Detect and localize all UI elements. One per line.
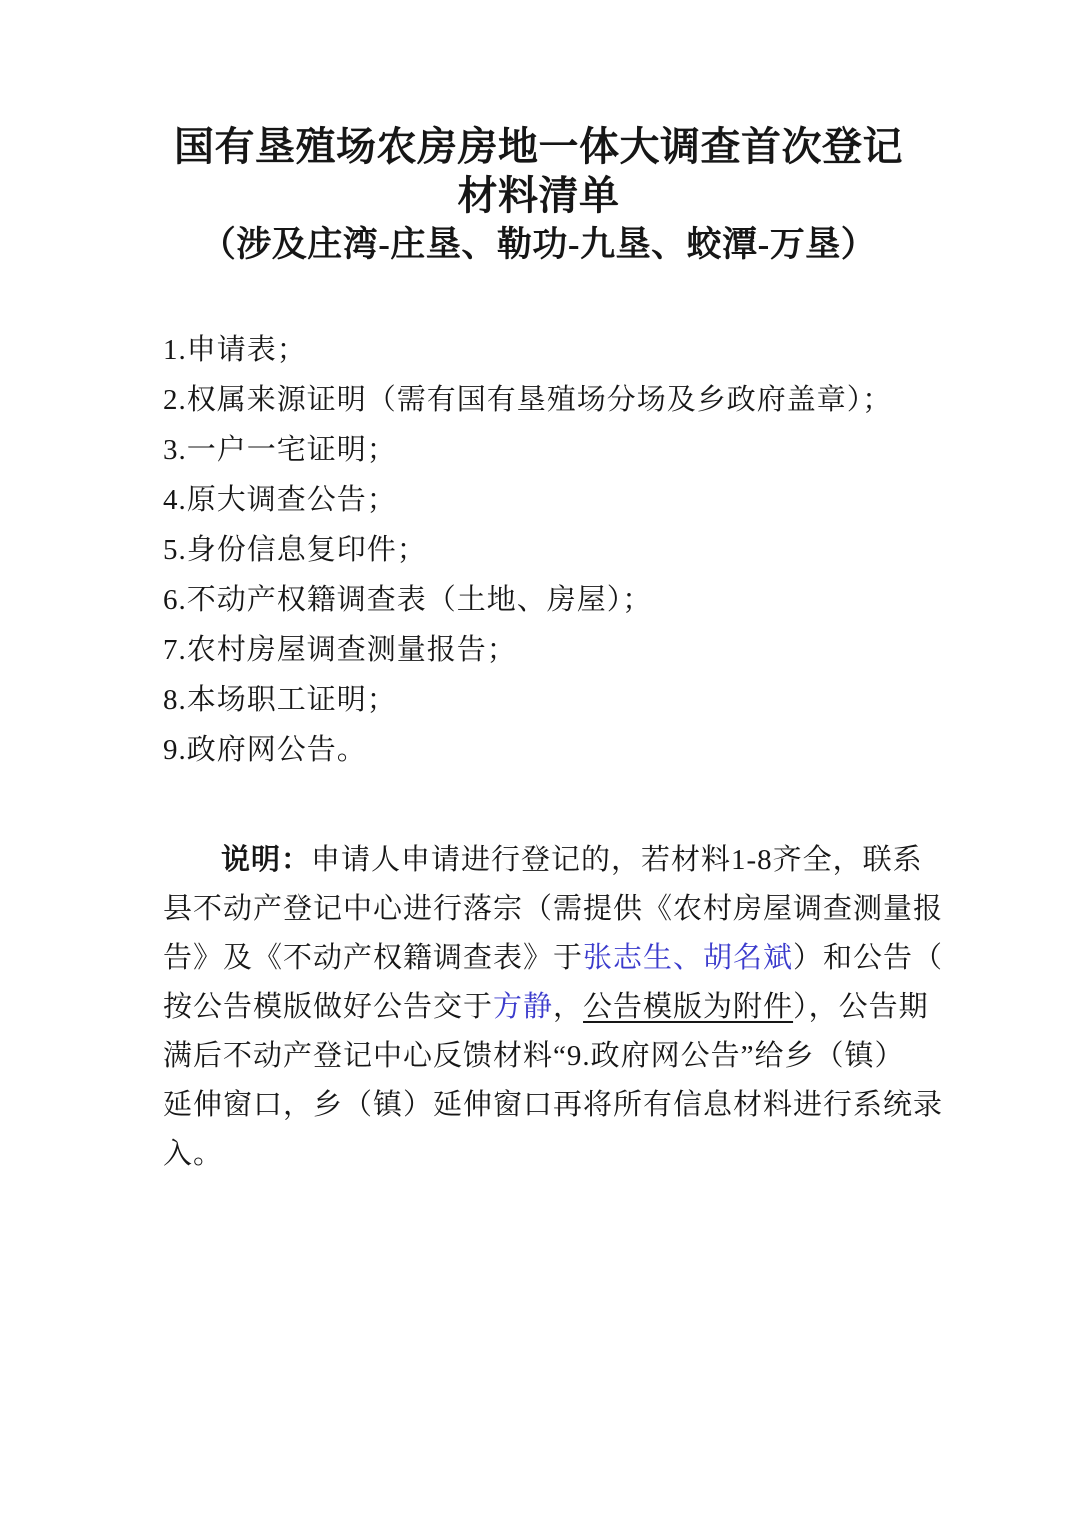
underlined-attachment-text: 公告模版为附件 (583, 991, 794, 1023)
list-item-7: 7.农村房屋调查测量报告； (163, 634, 517, 666)
list-item-8: 8.本场职工证明； (163, 684, 397, 716)
note-text: 县不动产登记中心进行落宗（需提供《农村房屋调查测量报 (163, 893, 944, 925)
note-line (163, 934, 944, 983)
note-line (163, 885, 944, 934)
list-item-4: 4.原大调查公告； (163, 484, 397, 516)
note-line (163, 1081, 944, 1130)
list-item-2: 2.权属来源证明（需有国有垦殖场分场及乡政府盖章）； (163, 384, 893, 416)
note-text: 延伸窗口，乡（镇）延伸窗口再将所有信息材料进行系统录 (163, 1089, 944, 1121)
note-line (163, 1032, 914, 1081)
note-text: 申请人申请进行登记的，若材料1-8齐全，联系 (311, 844, 923, 876)
note-text: 满后不动产登记中心反馈材料“9.政府网公告”给乡（镇） (163, 1040, 905, 1072)
note-line (163, 1130, 914, 1179)
list-item-1: 1.申请表； (163, 334, 307, 366)
page-subtitle: （涉及庄湾-庄垦、勒功-九垦、蛟潭-万垦） (200, 225, 877, 264)
page-title-line1: 国有垦殖场农房房地一体大调查首次登记 (174, 124, 903, 169)
person-name-text: 方静 (493, 991, 554, 1023)
list-item-9: 9.政府网公告。 (163, 734, 367, 766)
note-text: ）和公告（ (793, 942, 944, 974)
list-item-3: 3.一户一宅证明； (163, 434, 397, 466)
note-text: ， (553, 991, 584, 1023)
note-line (163, 983, 929, 1032)
note-paragraph (163, 836, 944, 1179)
page-title-line2: 材料清单 (457, 173, 620, 218)
note-label: 说明： (221, 844, 312, 876)
note-text: 按公告模版做好公告交于 (163, 991, 494, 1023)
person-name-text: 张志生、胡名斌 (583, 942, 794, 974)
note-text: 入。 (163, 1138, 224, 1170)
materials-list (163, 325, 914, 775)
note-text: ），公告期 (793, 991, 929, 1023)
list-item-5: 5.身份信息复印件； (163, 534, 427, 566)
list-item-6: 6.不动产权籍调查表（土地、房屋）； (163, 584, 653, 616)
note-line (163, 836, 923, 885)
note-text: 告》及《不动产权籍调查表》于 (163, 942, 584, 974)
